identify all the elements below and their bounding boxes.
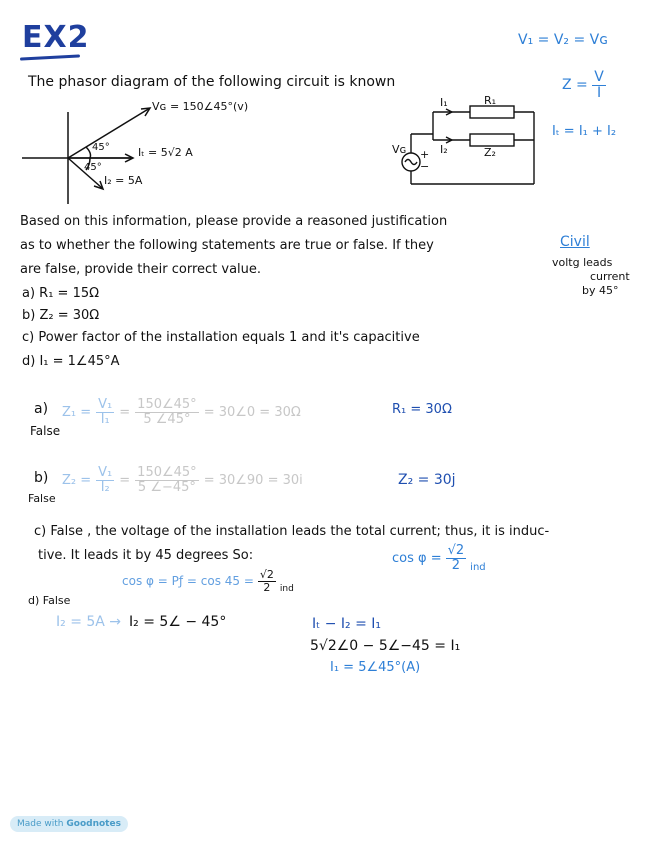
answer-a-equation (62, 398, 301, 426)
note-z-den: I (596, 84, 602, 101)
note-z-lhs: Z = (562, 77, 588, 94)
answer-b-eq1: = (119, 472, 131, 488)
note-z-num: V (594, 69, 604, 85)
statement-d: d) I₁ = 1∠45°A (22, 354, 120, 369)
answer-a-verdict: False (30, 424, 61, 438)
it-label: Iₜ = 5√2 A (138, 146, 193, 159)
note-voltage-equal: V₁ = V₂ = Vɢ (518, 32, 609, 48)
resistor-r1 (470, 106, 514, 118)
statement-c: c) Power factor of the installation equals 1 and it's capacitive (22, 330, 420, 345)
answer-b-f1-den: I₂ (100, 479, 110, 495)
answer-d-eq3: I₁ = 5∠45°(A) (330, 660, 421, 675)
answer-a-rest: = 30∠0 = 30Ω (203, 404, 301, 420)
statement-a: a) R₁ = 15Ω (22, 286, 100, 301)
answer-a-f1-den: I₁ (100, 411, 110, 427)
note-civil-line3: by 45° (582, 284, 619, 297)
badge-made-with: Made with (17, 819, 64, 829)
circuit-r1-label: R₁ (484, 94, 497, 107)
impedance-z2 (470, 134, 514, 146)
answer-c-side-ind: ind (470, 562, 486, 573)
page-title: EX2 (22, 20, 90, 55)
badge-brand: Goodnotes (66, 819, 121, 829)
answer-b-lhs: Z₂ = (62, 472, 92, 488)
statement-b: b) Z₂ = 30Ω (22, 308, 100, 323)
note-it-sum: Iₜ = I₁ + I₂ (552, 124, 617, 139)
question-line2: as to whether the following statements are true or false. If they (20, 238, 434, 253)
circuit-minus-label: − (420, 160, 430, 173)
note-civil-title: Civil (560, 234, 590, 250)
circuit-i2-label: I₂ (440, 143, 448, 156)
answer-c-pf-equation (122, 568, 294, 594)
answer-b-verdict: False (28, 492, 56, 505)
answer-c-pf-ind: ind (279, 584, 294, 594)
answer-b-f1-num: V₁ (98, 465, 113, 480)
question-line1: Based on this information, please provide a reasoned justification (20, 214, 448, 229)
answer-d-eq2: 5√2∠0 − 5∠−45 = I₁ (310, 638, 461, 654)
answer-d-label: d) False (28, 594, 71, 607)
answer-c-line1: c) False , the voltage of the installation leads the total current; thus, it is induc- (34, 524, 550, 539)
answer-a-eq1: = (119, 404, 131, 420)
answer-d-i2-line (56, 614, 226, 630)
source-wave (405, 160, 417, 165)
note-civil-line1: voltg leads (552, 256, 613, 269)
answer-a-label: a) (34, 401, 49, 417)
answer-a-f2-num: 150∠45° (137, 397, 197, 412)
answer-c-side-equation (392, 544, 486, 573)
circuit-vg-label: Vɢ (392, 143, 407, 156)
answer-c-side-lhs: cos φ = (392, 551, 442, 566)
angle-down-label: 45° (84, 162, 102, 173)
answer-a-f1-num: V₁ (98, 397, 113, 412)
answer-b-rest: = 30∠90 = 30i (203, 472, 303, 488)
answer-b-f2-num: 150∠45° (137, 465, 197, 480)
answer-a-f2-den: 5 ∠45° (143, 411, 191, 427)
circuit-z2-label: Z₂ (484, 146, 496, 159)
answer-c-pf-text: cos φ = Pƒ = cos 45 = (122, 574, 254, 588)
answer-b-equation (62, 466, 303, 494)
circuit-i1-label: I₁ (440, 96, 448, 109)
answer-c-line2: tive. It leads it by 45 degrees So: (38, 548, 254, 563)
goodnotes-badge (10, 816, 128, 832)
answer-a-result: R₁ = 30Ω (392, 402, 452, 417)
circuit-plus-label: + (420, 148, 430, 161)
vg-label: Vɢ = 150∠45°(v) (152, 100, 249, 113)
question-line3: are false, provide their correct value. (20, 262, 262, 277)
note-civil-line2: current (590, 270, 630, 283)
answer-a-lhs: Z₁ = (62, 404, 92, 420)
i2-label: I₂ = 5A (104, 174, 143, 187)
answer-d-i2-black: I₂ = 5∠ − 45° (129, 614, 227, 630)
answer-d-i2-blue: I₂ = 5A → (56, 614, 122, 630)
answer-c-pf-num: √2 (259, 567, 274, 581)
angle-up-label: 45° (92, 142, 110, 153)
answer-c-side-den: 2 (451, 558, 461, 573)
answer-c-pf-den: 2 (263, 580, 271, 594)
answer-b-label: b) (34, 470, 49, 486)
answer-b-result: Z₂ = 30j (398, 472, 456, 488)
answer-c-side-num: √2 (447, 543, 465, 559)
intro-text: The phasor diagram of the following circuit is known (28, 74, 396, 90)
answer-b-f2-den: 5 ∠−45° (137, 479, 196, 495)
answer-d-eq1: Iₜ − I₂ = I₁ (312, 616, 382, 632)
